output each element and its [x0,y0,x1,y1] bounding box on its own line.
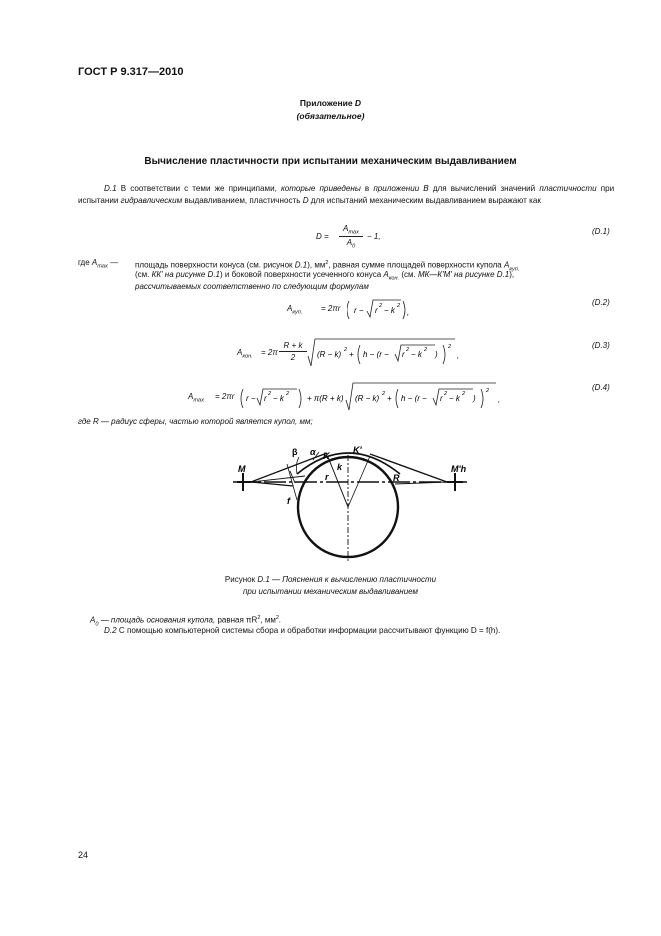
svg-text:,: , [457,351,460,360]
label-beta: β [292,447,298,457]
formula-d2: $A_{куп.}$ = 2πr r − r 2 − k 2 , [287,298,427,322]
svg-text:2: 2 [444,391,448,397]
paragraph-d1: D.1 В соответствии с теми же принципами, которые приведены в приложении B для вычислений значений пластичности при испытании гидравлическим выдавливанием, пластичность D для испытаний механическим выдавливанием выражают как [78,184,615,206]
svg-text:2: 2 [344,347,348,353]
svg-text:2: 2 [424,347,428,353]
svg-text:2: 2 [406,347,410,353]
svg-text:h − (r −: h − (r − [401,394,427,403]
page-number: 24 [78,850,89,860]
svg-text:+: + [349,350,354,359]
formula-d4: $A_{max}$ = 2πr r − r 2 − k 2 + π(R + k) (R − k) 2 + h − (r − r 2 − k 2 ) 2 , [188,380,518,414]
formula-number-d2: (D.2) [592,298,610,307]
svg-text:r: r [402,350,405,359]
svg-text:(R − k): (R − k) [317,350,342,359]
document-header: ГОСТ Р 9.317—2010 [78,66,184,78]
svg-text:(R − k): (R − k) [355,394,380,403]
svg-text:− k: − k [411,350,422,359]
formula-number-d3: (D.3) [592,341,610,350]
where-r-definition: где R — радиус сферы, частью которой является купол, мм; [78,417,313,426]
left-clamp [237,473,251,491]
svg-text:− k: − k [273,394,284,403]
formula-number-d4: (D.4) [592,383,610,392]
svg-text:r: r [375,306,378,315]
svg-text:r −: r − [246,394,256,403]
right-clamp [447,473,463,491]
svg-text:+: + [387,394,392,403]
label-k-prime: K' [353,445,362,455]
svg-text:2: 2 [268,391,272,397]
formula-d3-root [307,336,477,370]
svg-text:− k: − k [449,394,460,403]
a0-definition: $A_0$ — площадь основания купола, равная $\pi R^2$, $мм^2$. [90,615,282,628]
svg-text:,: , [498,395,501,404]
formula-d2-body [347,298,437,322]
label-alpha: α [310,447,316,457]
svg-text:2: 2 [397,303,401,309]
label-m-prime: M'h [451,464,467,474]
formula-d3: $A_{кон.}$ = 2π R + k 2 (R − k) 2 + h − (r − r 2 − k 2 ) 2 , [237,336,477,370]
svg-text:2: 2 [448,344,452,350]
formula-number-d1: (D.1) [592,227,610,236]
figure-d1 [225,440,475,570]
label-r-large: R [393,473,400,483]
svg-text:): ) [473,394,476,403]
svg-text:+ π(R + k): + π(R + k) [307,394,344,403]
svg-text:r −: r − [354,306,364,315]
svg-text:): ) [435,350,438,359]
fraction-bar [279,351,307,352]
label-r-small: r [325,472,329,482]
label-f: f [287,496,290,506]
formula-d1: D = $A_{max}$ $A_0$ − 1, [316,224,381,250]
label-m: M [238,464,246,474]
svg-text:− k: − k [384,306,395,315]
svg-text:2: 2 [286,391,290,397]
paragraph-d2: D.2 С помощью компьютерной системы сбора и обработки информации рассчитывают функцию D = f(h). [104,626,501,635]
section-title: Вычисление пластичности при испытании механическим выдавливанием [144,156,517,167]
label-k-upper: K [323,451,330,461]
svg-text:h − (r −: h − (r − [363,350,389,359]
svg-text:2: 2 [462,391,466,397]
svg-text:2: 2 [379,303,383,309]
figure-caption: Рисунок D.1 — Пояснения к вычислению пластичности при испытании механическим выдавливанием [224,575,437,596]
appendix-heading: Приложение D (обязательное) [296,98,365,121]
formula-d4-body [240,380,510,414]
svg-text:r: r [440,394,443,403]
svg-text:2: 2 [486,388,490,394]
svg-text:r: r [264,394,267,403]
fraction-bar [339,236,363,237]
svg-text:2: 2 [382,391,386,397]
svg-text:,: , [407,308,410,317]
label-k-lower: k [337,462,343,472]
